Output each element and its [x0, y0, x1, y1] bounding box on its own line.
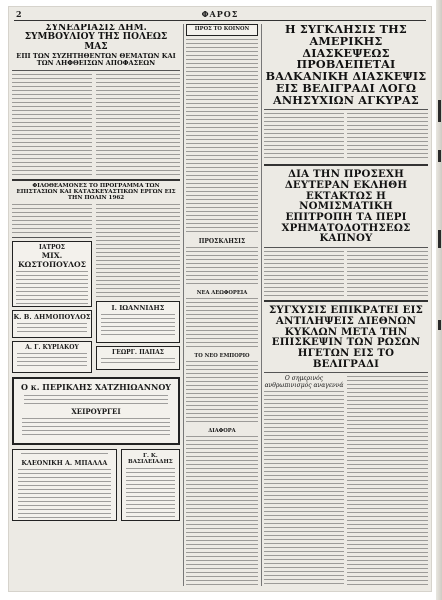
right-subhead: Ο σημερινός ανθρωπινισμός αναγεννά	[264, 375, 344, 389]
left-headline: ΣΥΝΕΔΡΙΑΣΙΣ ΔΗΜ. ΣΥΜΒΟΥΛΙΟΥ ΤΗΣ ΠΟΛΕΩΣ ΜΑΣ	[24, 24, 168, 52]
masthead	[14, 8, 426, 21]
ad-doctor-name: ΜΙΧ. ΚΩΣΤΟΠΟΥΛΟΣ	[17, 250, 87, 269]
ad-midwife	[12, 449, 117, 521]
right-text-e	[264, 391, 344, 586]
divider	[12, 179, 180, 181]
ad-small1-text	[17, 353, 87, 367]
ad-vasiliadis-text	[126, 468, 175, 521]
middle-item-1: ΝΕΑ ΛΕΩΦΟΡΕΙΑ	[196, 290, 248, 296]
right-headline-2: ΔΙΑ ΤΗΝ ΠΡΟΣΕΧΗ ΔΕΥΤΕΡΑΝ ΕΚΛΗΘΗ ΕΚΤΑΚΤΩΣ Η ΝΟΜΙΣΜΑΤΙΚΗ ΕΠΙΤΡΟΠΗ ΤΑ ΠΕΡΙ ΧΡΗΜΑΤΟΔΟΤΗΣΕΩΣ ΚΑΠΝΟΥ	[281, 168, 411, 245]
ad-kyriakou	[96, 346, 180, 370]
ad-doctor-heading: ΙΑΤΡΟΣ	[39, 243, 65, 251]
middle-top-box	[186, 24, 258, 36]
left-article2-title: ΦΙΛΟΘΕΑΜΟΝΕΣ ΤΟ ΠΡΟΓΡΑΜΜΑ ΤΩΝ ΕΠΙΣΤΑΣΙΩΝ ΚΑΙ ΚΑΤΑΣΚΕΥΑΣΤΙΚΩΝ ΕΡΓΩΝ ΕΙΣ ΤΗΝ ΠΟΛΙΝ 1962	[16, 183, 176, 201]
ad-ioannidis	[96, 301, 180, 343]
right-text-c	[264, 251, 344, 297]
middle-column	[186, 24, 258, 586]
divider	[264, 247, 428, 248]
left-article2-text-b	[96, 204, 180, 298]
right-text-a	[264, 113, 344, 161]
middle-text-2	[186, 247, 258, 287]
page-edge	[436, 0, 442, 600]
divider	[264, 164, 428, 166]
ad-surgeon	[12, 377, 180, 445]
left-column	[12, 24, 180, 586]
ad-surgeon-text2	[22, 418, 170, 438]
right-text-f	[347, 376, 428, 586]
divider	[264, 300, 428, 302]
ad-vasiliadis	[121, 449, 180, 521]
ad-pharmacist-text	[17, 323, 87, 333]
right-headline-1: Η ΣΥΓΚΛΗΣΙΣ ΤΗΣ ΑΜΕΡΙΚΗΣ ΔΙΑΣΚΕΨΕΩΣ ΠΡΟΒΛΕΠΕΤΑΙ ΒΑΛΚΑΝΙΚΗ ΔΙΑΣΚΕΨΙΣ ΕΙΣ ΒΕΛΙΓΡΑΔΙ ΛΟΓΩ ΑΝΗΣΥΧΙΩΝ ΑΓΚΥΡΑΣ	[265, 24, 427, 107]
middle-item-2: ΤΟ ΝΕΟ ΕΜΠΟΡΙΟ	[194, 353, 250, 359]
ad-doctor	[12, 241, 92, 307]
right-text-d	[347, 251, 428, 297]
ad-doctor-text	[16, 271, 88, 307]
ad-pharmacist	[12, 310, 92, 338]
paper-name: ΦΑΡΟΣ	[201, 9, 239, 19]
page-number: 2	[16, 9, 23, 19]
ad-small1-name: Α. Γ. ΚΥΡΙΑΚΟΥ	[25, 343, 79, 351]
left-article-text-col1	[12, 74, 92, 176]
middle-top-box-title: ΠΡΟΣ ΤΟ ΚΟΙΝΟΝ	[194, 26, 250, 32]
ad-small2-text	[101, 358, 175, 366]
ad-midwife-top	[21, 453, 108, 457]
left-article2-text	[12, 204, 92, 234]
right-column	[264, 24, 428, 586]
ad-ioannidis-text	[101, 314, 175, 338]
divider	[12, 70, 180, 71]
ad-vasiliadis-name: Γ. Κ. ΒΑΣΙΛΕΙΑΔΗΣ	[127, 452, 173, 465]
middle-item-3: ΔΙΑΦΟΡΑ	[208, 428, 236, 434]
right-text-b	[347, 113, 428, 161]
divider	[264, 372, 428, 373]
left-subheadline: ΕΠΙ ΤΩΝ ΣΥΖΗΤΗΘΕΝΤΩΝ ΘΕΜΑΤΩΝ ΚΑΙ ΤΩΝ ΛΗΦΘΕΙΣΩΝ ΑΠΟΦΑΣΕΩΝ	[16, 52, 176, 68]
column-rule	[261, 24, 262, 586]
column-rule	[183, 24, 184, 586]
divider	[12, 237, 92, 238]
ad-surgeon-name: Ο κ. ΠΕΡΙΚΛΗΣ ΧΑΤΖΗΙΩΑΝΝΟΥ	[20, 381, 172, 392]
middle-text-3	[186, 298, 258, 350]
ad-ioannidis-name: Ι. ΙΩΑΝΝΙΔΗΣ	[111, 303, 165, 312]
ad-midwife-text	[18, 469, 111, 519]
ad-midwife-name: ΚΛΕΟΝΙΚΗ Α. ΜΠΑΛΛΑ	[21, 458, 108, 467]
newspaper-page	[8, 6, 432, 592]
middle-text-4	[186, 361, 258, 425]
ad-surgeon-role: ΧΕΙΡΟΥΡΓΕΙ	[71, 406, 121, 416]
ad-pharmacist-name: Κ. Β. ΔΗΜΟΠΟΥΛΟΣ	[13, 312, 91, 321]
middle-text-1	[186, 39, 258, 235]
right-headline-3: ΣΥΓΧΥΣΙΣ ΕΠΙΚΡΑΤΕΙ ΕΙΣ ΑΝΤΙΛΗΨΕΙΣ ΔΙΕΘΝΩΝ ΚΥΚΛΩΝ ΜΕΤΑ ΤΗΝ ΕΠΙΣΚΕΨΙΝ ΤΩΝ ΡΩΣΩΝ ΗΓΕΤΩΝ ΕΙΣ ΤΟ ΒΕΛΙΓΡΑΔΙ	[269, 304, 423, 370]
ad-surgeon-text1	[24, 395, 168, 405]
divider	[264, 109, 428, 110]
left-article-text-col2	[96, 74, 180, 176]
ad-ioannidis-small	[12, 341, 92, 373]
middle-text-5	[186, 436, 258, 586]
ad-small2-name: ΓΕΩΡΓ. ΠΑΠΑΣ	[111, 348, 164, 356]
middle-section-title: ΠΡΟΣΚΛΗΣΙΣ	[198, 238, 246, 245]
